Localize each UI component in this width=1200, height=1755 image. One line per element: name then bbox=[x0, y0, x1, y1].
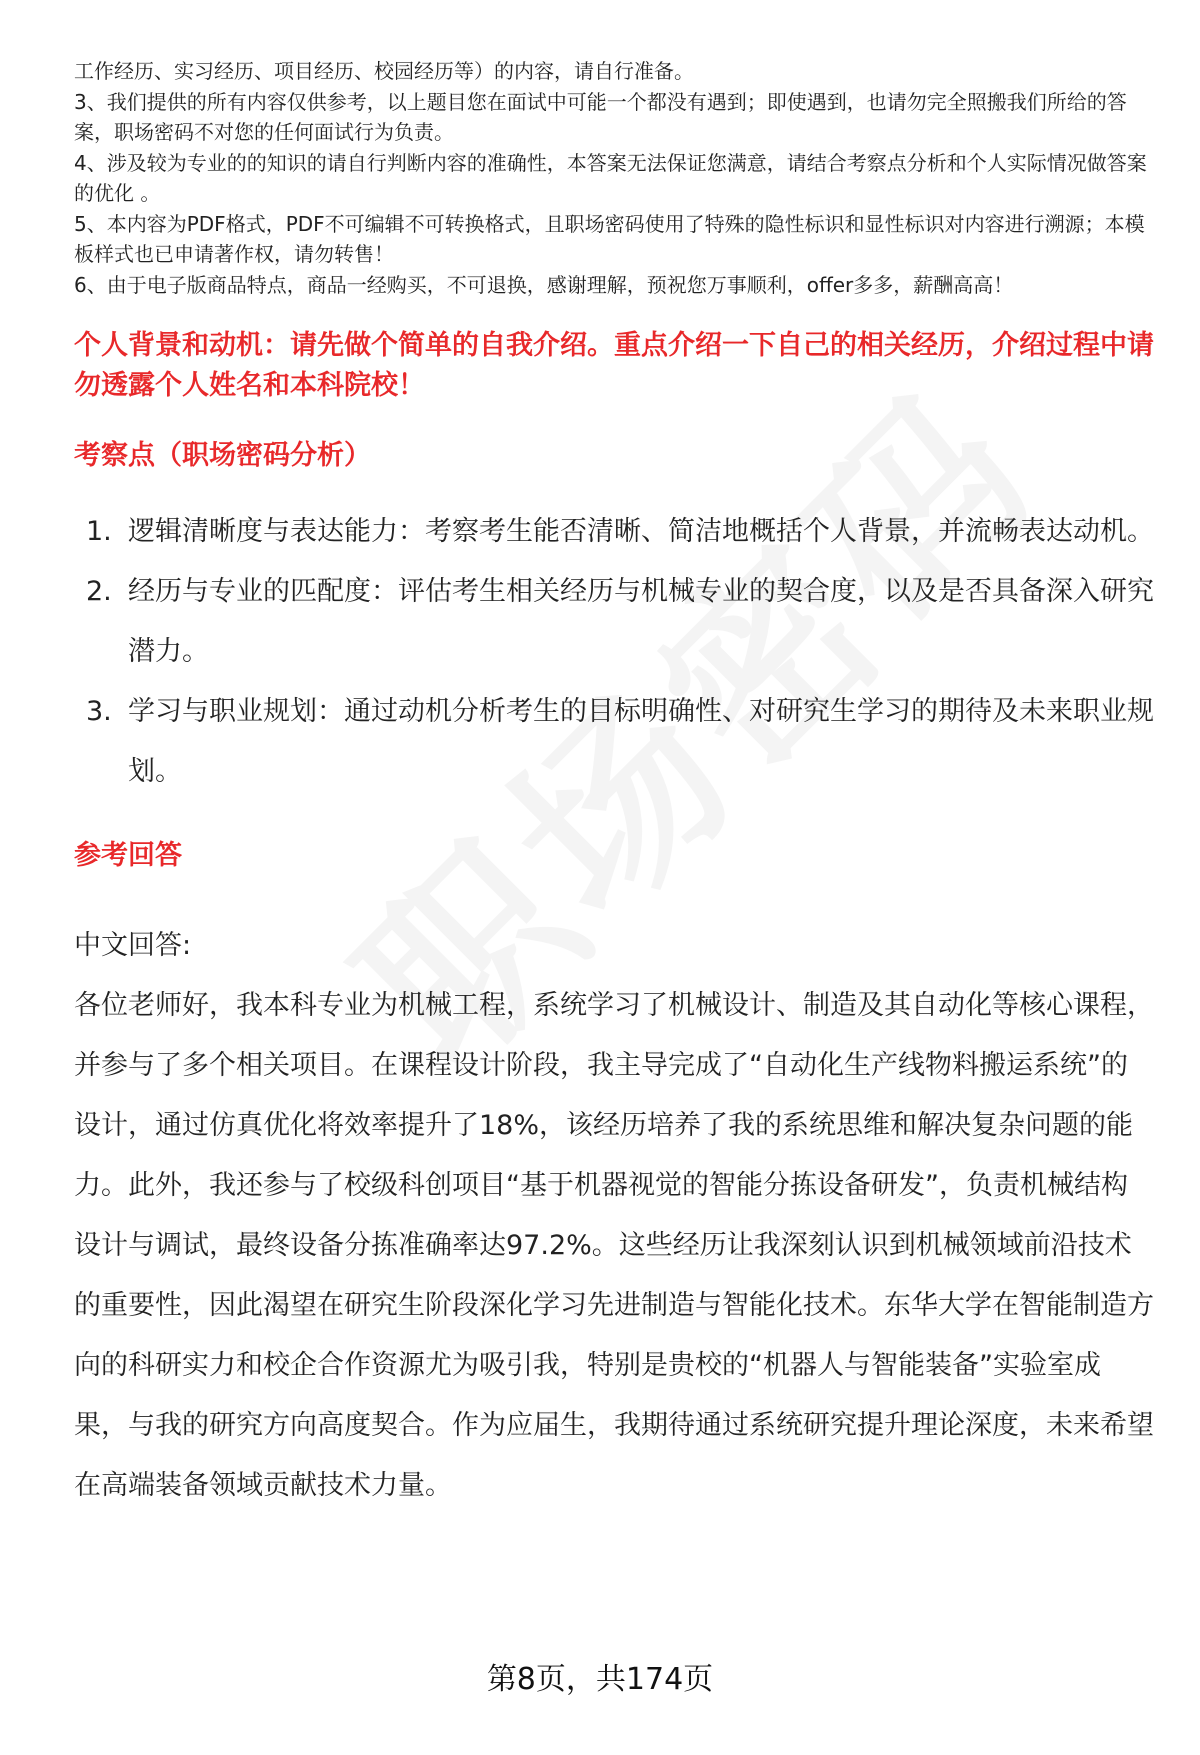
analysis-item-text: 经历与专业的匹配度：评估考生相关经历与机械专业的契合度，以及是否具备深入研究潜力。 bbox=[128, 576, 1154, 667]
answer-language-label: 中文回答: bbox=[74, 930, 192, 961]
page-number: 第8页，共174页 bbox=[486, 1662, 714, 1697]
answer-heading: 参考回答 bbox=[74, 840, 182, 871]
analysis-item-text: 逻辑清晰度与表达能力：考察考生能否清晰、简洁地概括个人背景，并流畅表达动机。 bbox=[128, 516, 1154, 547]
analysis-heading: 考察点（职场密码分析） bbox=[74, 440, 371, 471]
notice-item: 工作经历、实习经历、项目经历、校园经历等）的内容，请自行准备。 bbox=[74, 59, 694, 83]
analysis-item-text: 学习与职业规划：通过动机分析考生的目标明确性、对研究生学习的期待及未来职业规划。 bbox=[128, 696, 1154, 787]
analysis-item bbox=[74, 682, 1154, 802]
analysis-list bbox=[74, 502, 1154, 802]
notice-item: 5、本内容为PDF格式，PDF不可编辑不可转换格式，且职场密码使用了特殊的隐性标识和显性标识对内容进行溯源；本模板样式也已申请著作权，请勿转售！ bbox=[74, 211, 1145, 266]
page-content bbox=[74, 56, 1154, 1516]
analysis-item-number: 1. bbox=[86, 516, 112, 547]
analysis-item-number: 3. bbox=[86, 696, 112, 727]
notice-item: 4、涉及较为专业的的知识的请自行判断内容的准确性，本答案无法保证您满意，请结合考察点分析和个人实际情况做答案的优化 。 bbox=[74, 150, 1147, 205]
answer-body: 各位老师好，我本科专业为机械工程，系统学习了机械设计、制造及其自动化等核心课程，并参与了多个相关项目。在课程设计阶段，我主导完成了“自动化生产线物料搬运系统”的设计，通过仿真优化将效率提升了18%，该经历培养了我的系统思维和解决复杂问题的能力。此外，我还参与了校级科创项目“基于机器视觉的智能分拣设备研发”，负责机械结构设计与调试，最终设备分拣准确率达97.2%。这些经历让我深刻认识到机械领域前沿技术的重要性，因此渴望在研究生阶段深化学习先进制造与智能化技术。东华大学在智能制造方向的科研实力和校企合作资源尤为吸引我，特别是贵校的“机器人与智能装备”实验室成果，与我的研究方向高度契合。作为应届生，我期待通过系统研究提升理论深度，未来希望在高端装备领域贡献技术力量。 bbox=[74, 990, 1154, 1501]
analysis-item-number: 2. bbox=[86, 576, 112, 607]
notice-item: 3、我们提供的所有内容仅供参考，以上题目您在面试中可能一个都没有遇到；即使遇到，也请勿完全照搬我们所给的答案，职场密码不对您的任何面试行为负责。 bbox=[74, 89, 1127, 144]
notice-item: 6、由于电子版商品特点，商品一经购买，不可退换，感谢理解，预祝您万事顺利，offer多多，薪酬高高！ bbox=[74, 272, 1014, 297]
analysis-item bbox=[74, 502, 1154, 562]
analysis-item bbox=[74, 562, 1154, 682]
notice-list bbox=[74, 56, 1154, 300]
question-heading: 个人背景和动机：请先做个简单的自我介绍。重点介绍一下自己的相关经历，介绍过程中请勿透露个人姓名和本科院校！ bbox=[74, 330, 1154, 401]
